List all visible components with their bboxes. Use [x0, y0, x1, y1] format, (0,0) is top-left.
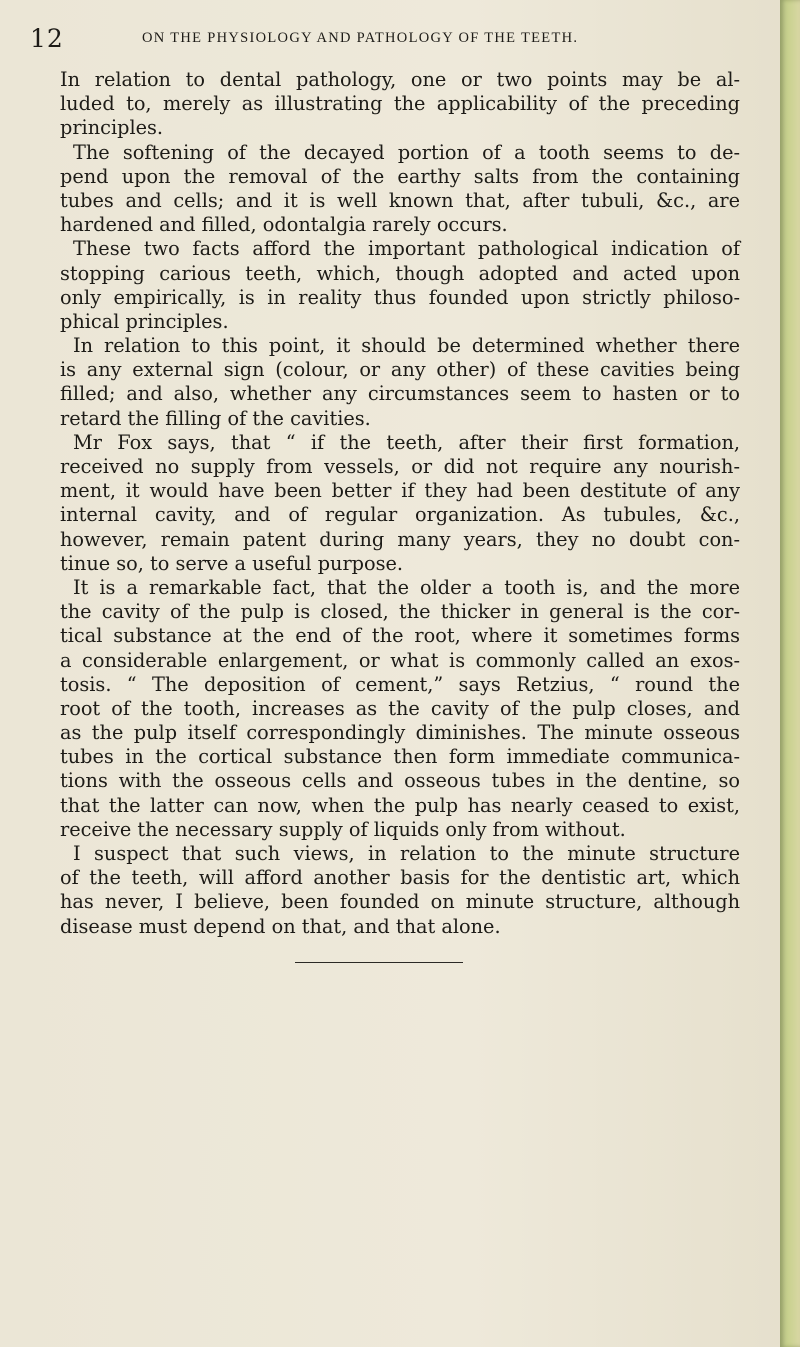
text-line: that the latter can now, when the pulp has nearly ceased to exist,: [60, 793, 740, 817]
text-line: disease must depend on that, and that alone.: [60, 914, 501, 938]
section-divider: [295, 962, 463, 963]
text-line: hardened and filled, odontalgia rarely occurs.: [60, 213, 508, 237]
text-line: tubes and cells; and it is well known that, after tubuli, &c., are: [60, 188, 740, 212]
text-line: root of the tooth, increases as the cavity of the pulp closes, and: [60, 696, 740, 720]
text-line: retard the filling of the cavities.: [60, 406, 371, 430]
text-line: principles.: [60, 116, 164, 140]
page-edge: [780, 0, 800, 1347]
text-line: Mr Fox says, that “ if the teeth, after their first formation,: [73, 430, 740, 454]
running-title: ON THE PHYSIOLOGY AND PATHOLOGY OF THE TEETH.: [142, 30, 579, 46]
text-line: ment, it would have been better if they had been destitute of any: [60, 479, 740, 503]
text-line: filled; and also, whether any circumstances seem to hasten or to: [60, 382, 740, 406]
text-line: In relation to this point, it should be determined whether there: [73, 334, 740, 358]
text-line: received no supply from vessels, or did not require any nourish-: [60, 455, 740, 478]
text-line: internal cavity, and of regular organization. As tubules, &c.,: [60, 503, 740, 527]
text-line: as the pulp itself correspondingly diminishes. The minute osseous: [60, 721, 740, 745]
text-line: tical substance at the end of the root, where it sometimes forms: [60, 624, 740, 648]
text-line: receive the necessary supply of liquids only from without.: [60, 817, 626, 841]
text-line: phical principles.: [60, 309, 229, 333]
text-line: In relation to dental pathology, one or two points may be al-: [60, 68, 740, 91]
page-number: 12: [30, 24, 64, 53]
text-line: tubes in the cortical substance then form immediate communica-: [60, 745, 740, 769]
text-line: of the teeth, will afford another basis for the dentistic art, which: [60, 866, 740, 890]
text-line: These two facts afford the important pathological indication of: [73, 237, 740, 261]
running-head: [30, 24, 760, 54]
text-line: however, remain patent during many years, they no doubt con-: [60, 527, 740, 551]
text-line: pend upon the removal of the earthy salts from the containing: [60, 164, 740, 188]
text-line: tosis. “ The deposition of cement,” says Retzius, “ round the: [60, 672, 740, 696]
text-line: tinue so, to serve a useful purpose.: [60, 551, 404, 575]
text-line: is any external sign (colour, or any other) of these cavities being: [60, 358, 740, 382]
text-line: has never, I believe, been founded on minute structure, although: [60, 890, 740, 914]
body-text: [60, 68, 740, 939]
text-line: tions with the osseous cells and osseous tubes in the dentine, so: [60, 769, 740, 793]
text-line: It is a remarkable fact, that the older a tooth is, and the more: [73, 575, 740, 599]
text-line: only empirically, is in reality thus founded upon strictly philoso-: [60, 285, 740, 309]
text-line: the cavity of the pulp is closed, the thicker in general is the cor-: [60, 600, 740, 624]
text-line: luded to, merely as illustrating the applicability of the preceding: [60, 92, 740, 116]
text-line: I suspect that such views, in relation to the minute structure: [73, 842, 740, 865]
text-line: The softening of the decayed portion of a tooth seems to de-: [73, 140, 740, 164]
text-line: stopping carious teeth, which, though adopted and acted upon: [60, 261, 740, 285]
text-line: a considerable enlargement, or what is commonly called an exos-: [60, 648, 740, 672]
